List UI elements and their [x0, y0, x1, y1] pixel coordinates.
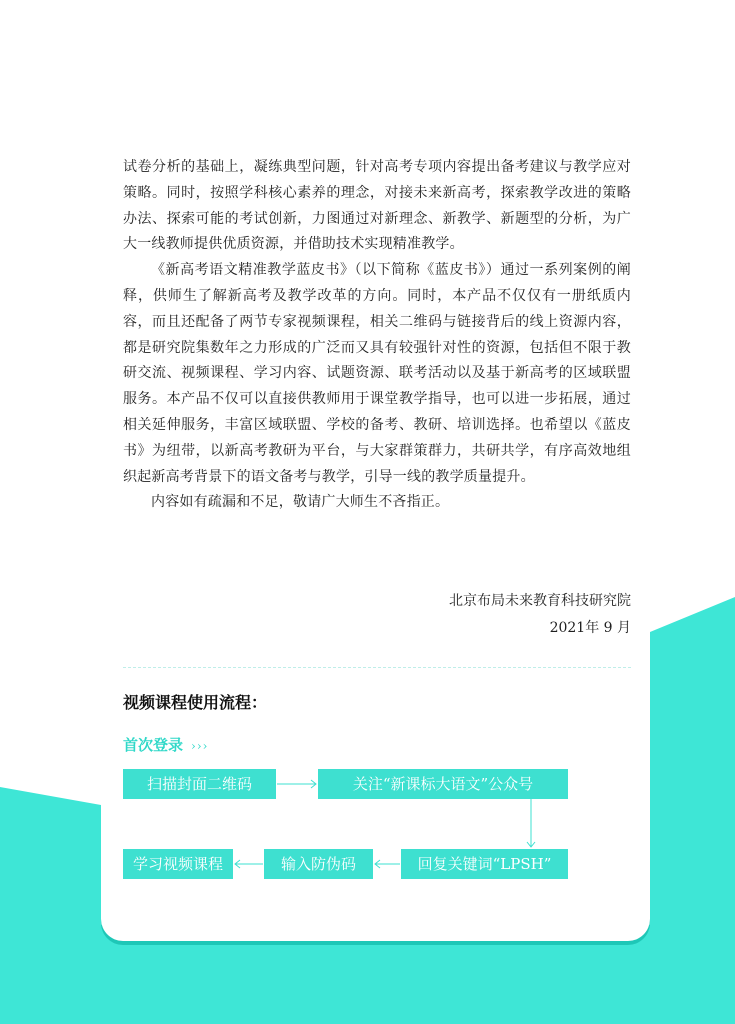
signature-block: [449, 588, 631, 642]
paragraph-2: 《新高考语文精准教学蓝皮书》（以下简称《蓝皮书》）通过一系列案例的阐释，供师生了解新高考及教学改革的方向。同时，本产品不仅仅有一册纸质内容，而且还配备了两节专家视频课程，相关二维码与链接背后的线上资源内容，都是研究院集数年之力形成的广泛而又具有较强针对性的资源，包括但不限于教研交流、视频课程、学习内容、试题资源、联考活动以及基于新高考的区域联盟服务。本产品不仅可以直接供教师用于课堂教学指导，也可以进一步拓展，通过相关延伸服务，丰富区域联盟、学校的备考、教研、培训选择。也希望以《蓝皮书》为纽带，以新高考教研为平台，与大家群策群力，共研共学，有序高效地组织起新高考背景下的语文备考与教学，引导一线的教学质量提升。: [123, 262, 631, 485]
step-input-code: 输入防伪码: [264, 849, 373, 879]
section-divider: [123, 667, 631, 668]
first-login-heading: [123, 734, 208, 755]
signature-org: 北京布局未来教育科技研究院: [449, 593, 631, 609]
section-title: 视频课程使用流程：: [123, 693, 268, 712]
step-scan-qr: 扫描封面二维码: [123, 769, 276, 799]
step-learn-course: 学习视频课程: [123, 849, 233, 879]
paragraph-3: 内容如有疏漏和不足，敬请广大师生不吝指正。: [151, 494, 450, 511]
preface-body: [123, 155, 631, 516]
first-login-label: 首次登录: [123, 736, 184, 754]
step-reply-keyword: 回复关键词“LPSH”: [401, 849, 568, 879]
paragraph-1: 试卷分析的基础上，凝练典型问题，针对高考专项内容提出备考建议与教学应对策略。同时，按照学科核心素养的理念，对接未来新高考，探索教学改进的策略办法、探索可能的考试创新，力图通过对新理念、新教学、新题型的分析，为广大一线教师提供优质资源，并借助技术实现精准教学。: [123, 159, 631, 253]
signature-date: 2021年 9 月: [549, 620, 631, 636]
step-follow-account: 关注“新课标大语文”公众号: [318, 769, 568, 799]
chevron-right-icon: ›››: [191, 739, 209, 753]
